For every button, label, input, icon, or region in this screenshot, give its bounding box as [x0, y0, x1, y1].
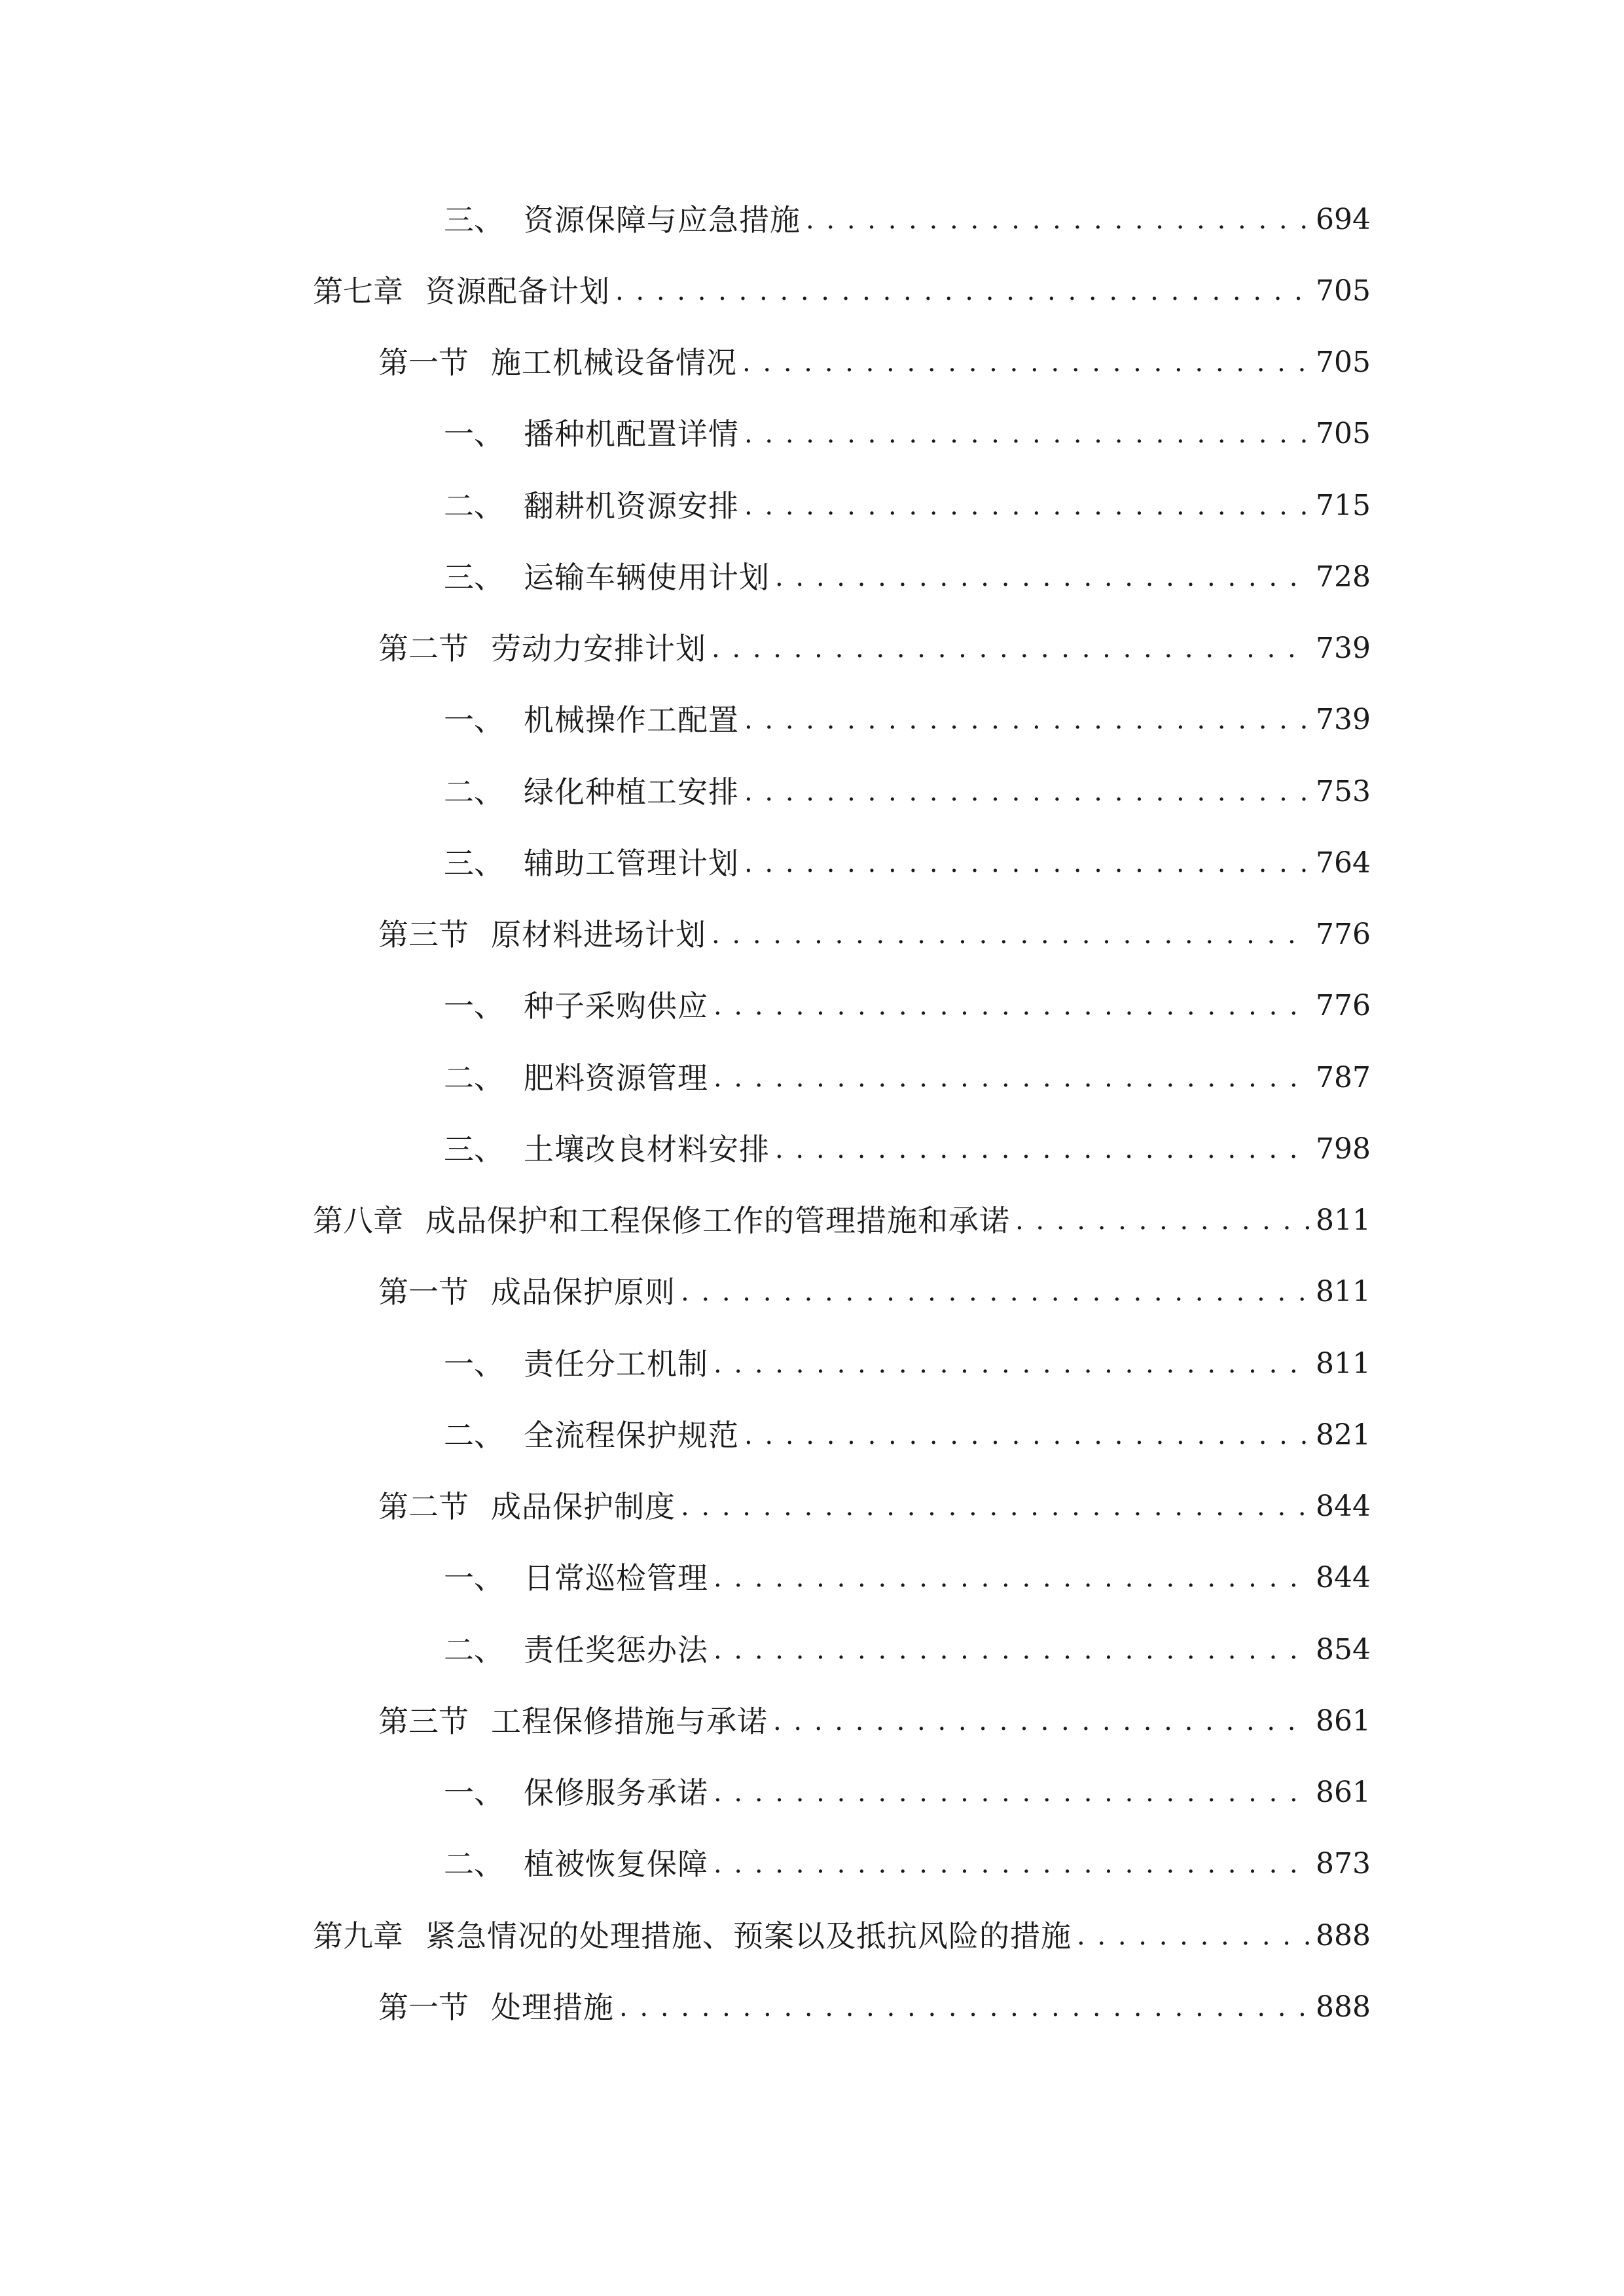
- toc-entry[interactable]: [378, 1266, 1371, 1318]
- toc-entry-number: 第八章: [313, 1203, 403, 1238]
- toc-entry-page: 798: [1316, 1132, 1371, 1166]
- toc-entry-number: 第二节: [378, 1489, 469, 1524]
- dot-leader: [775, 551, 1310, 603]
- toc-entry[interactable]: [378, 622, 1371, 675]
- dot-leader: [744, 694, 1310, 746]
- toc-entry-title: 施工机械设备情况: [491, 345, 737, 380]
- dot-leader: [681, 1266, 1310, 1318]
- toc-entry[interactable]: [444, 1838, 1371, 1890]
- dot-leader: [806, 194, 1310, 246]
- toc-entry-number: 二、: [444, 1846, 504, 1882]
- toc-entry-number: 第七章: [313, 274, 403, 309]
- dot-leader: [744, 766, 1310, 818]
- toc-entry-title: 劳动力安排计划: [491, 631, 706, 666]
- toc-entry-title: 紧急情况的处理措施、预案以及抵抗风险的措施: [425, 1918, 1072, 1954]
- toc-entry-number: 一、: [444, 702, 504, 738]
- toc-entry-page: 776: [1316, 918, 1371, 951]
- toc-entry-number: 第一节: [378, 1274, 469, 1310]
- dot-leader: [712, 622, 1310, 675]
- dot-leader: [713, 1052, 1310, 1104]
- toc-entry-number: 三、: [444, 846, 504, 881]
- toc-entry[interactable]: [444, 1123, 1371, 1175]
- toc-entry-page: 811: [1316, 1204, 1371, 1237]
- toc-entry-page: 787: [1316, 1061, 1371, 1094]
- toc-entry-title: 翻耕机资源安排: [524, 488, 739, 524]
- toc-entry-title: 播种机配置详情: [524, 416, 739, 452]
- dot-leader: [742, 336, 1310, 389]
- dot-leader: [681, 1480, 1310, 1533]
- dot-leader: [1015, 1194, 1310, 1247]
- toc-entry-title: 责任分工机制: [524, 1346, 708, 1382]
- toc-entry-page: 861: [1316, 1704, 1371, 1738]
- toc-entry[interactable]: [444, 1338, 1371, 1390]
- toc-entry-page: 715: [1316, 489, 1371, 522]
- toc-entry-title: 资源配备计划: [425, 274, 610, 309]
- dot-leader: [1077, 1910, 1310, 1962]
- toc-entry[interactable]: [444, 1624, 1371, 1676]
- toc-entry[interactable]: [444, 980, 1371, 1032]
- toc-entry[interactable]: [378, 908, 1371, 961]
- toc-entry-page: 705: [1316, 417, 1371, 450]
- toc-entry-title: 处理措施: [491, 1990, 614, 2025]
- toc-entry-title: 土壤改良材料安排: [524, 1132, 770, 1167]
- toc-entry-number: 第二节: [378, 631, 469, 666]
- toc-entry[interactable]: [444, 1552, 1371, 1604]
- toc-entry-number: 二、: [444, 1632, 504, 1668]
- toc-entry-number: 二、: [444, 1060, 504, 1096]
- toc-entry[interactable]: [444, 1767, 1371, 1819]
- toc-entry[interactable]: [444, 551, 1371, 603]
- toc-entry-title: 工程保修措施与承诺: [491, 1704, 768, 1739]
- toc-entry[interactable]: [444, 480, 1371, 532]
- toc-entry[interactable]: [378, 1695, 1371, 1748]
- toc-entry-number: 一、: [444, 988, 504, 1024]
- dot-leader: [744, 408, 1310, 460]
- toc-entry-page: 705: [1316, 274, 1371, 308]
- toc-entry-title: 机械操作工配置: [524, 702, 739, 738]
- toc-entry-page: 764: [1316, 846, 1371, 880]
- toc-entry[interactable]: [313, 1194, 1371, 1247]
- toc-entry-title: 保修服务承诺: [524, 1775, 708, 1810]
- dot-leader: [712, 908, 1310, 961]
- toc-entry[interactable]: [444, 766, 1371, 818]
- dot-leader: [713, 1838, 1310, 1890]
- toc-entry-title: 成品保护和工程保修工作的管理措施和承诺: [425, 1203, 1010, 1238]
- toc-entry-title: 植被恢复保障: [524, 1846, 708, 1882]
- toc-entry-number: 一、: [444, 416, 504, 452]
- toc-entry-number: 一、: [444, 1346, 504, 1382]
- toc-entry-title: 资源保障与应急措施: [524, 202, 801, 238]
- toc-entry-page: 705: [1316, 346, 1371, 379]
- toc-entry-page: 873: [1316, 1847, 1371, 1880]
- toc-entry-page: 811: [1316, 1347, 1371, 1380]
- toc-entry-number: 第三节: [378, 917, 469, 952]
- dot-leader: [713, 1767, 1310, 1819]
- toc-entry-page: 694: [1316, 203, 1371, 236]
- toc-entry-page: 888: [1316, 1919, 1371, 1952]
- toc-entry[interactable]: [444, 694, 1371, 746]
- dot-leader: [713, 980, 1310, 1032]
- toc-entry[interactable]: [378, 1981, 1371, 2034]
- dot-leader: [744, 480, 1310, 532]
- toc-entry[interactable]: [444, 194, 1371, 246]
- toc-entry[interactable]: [444, 1409, 1371, 1462]
- dot-leader: [744, 1409, 1310, 1462]
- toc-entry-number: 三、: [444, 560, 504, 595]
- dot-leader: [775, 1123, 1310, 1175]
- toc-entry-number: 第三节: [378, 1704, 469, 1739]
- toc-entry-page: 844: [1316, 1561, 1371, 1594]
- toc-entry-title: 成品保护原则: [491, 1274, 676, 1310]
- toc-entry-number: 一、: [444, 1775, 504, 1810]
- toc-entry-page: 854: [1316, 1633, 1371, 1666]
- dot-leader: [713, 1552, 1310, 1604]
- toc-entry-title: 种子采购供应: [524, 988, 708, 1024]
- toc-entry-title: 全流程保护规范: [524, 1418, 739, 1453]
- toc-entry-page: 739: [1316, 632, 1371, 665]
- toc-entry-number: 第九章: [313, 1918, 403, 1954]
- dot-leader: [713, 1624, 1310, 1676]
- toc-entry-page: 844: [1316, 1490, 1371, 1523]
- toc-entry[interactable]: [444, 408, 1371, 460]
- toc-entry[interactable]: [444, 1052, 1371, 1104]
- toc-entry-title: 肥料资源管理: [524, 1060, 708, 1096]
- toc-entry-page: 888: [1316, 1990, 1371, 2024]
- toc-entry-page: 753: [1316, 775, 1371, 808]
- toc-entry-title: 辅助工管理计划: [524, 846, 739, 881]
- toc-entry-page: 776: [1316, 989, 1371, 1022]
- toc-entry-title: 原材料进场计划: [491, 917, 706, 952]
- toc-entry[interactable]: [313, 265, 1371, 317]
- dot-leader: [713, 1338, 1310, 1390]
- toc-entry-number: 二、: [444, 488, 504, 524]
- dot-leader: [744, 837, 1310, 889]
- toc-entry-page: 739: [1316, 703, 1371, 736]
- dot-leader: [615, 265, 1310, 317]
- toc-entry-number: 第一节: [378, 345, 469, 380]
- toc-entry-number: 一、: [444, 1560, 504, 1596]
- dot-leader: [773, 1695, 1310, 1748]
- toc-entry-number: 三、: [444, 202, 504, 238]
- toc-entry-number: 三、: [444, 1132, 504, 1167]
- toc-entry-number: 二、: [444, 774, 504, 810]
- toc-entry[interactable]: [378, 336, 1371, 389]
- toc-entry-page: 821: [1316, 1418, 1371, 1452]
- toc-entry[interactable]: [444, 837, 1371, 889]
- toc-entry-title: 日常巡检管理: [524, 1560, 708, 1596]
- toc-entry-title: 成品保护制度: [491, 1489, 676, 1524]
- toc-entry-title: 运输车辆使用计划: [524, 560, 770, 595]
- toc-entry-number: 二、: [444, 1418, 504, 1453]
- toc-entry[interactable]: [378, 1480, 1371, 1533]
- toc-entry-page: 811: [1316, 1275, 1371, 1308]
- toc-entry-page: 728: [1316, 560, 1371, 594]
- toc-entry[interactable]: [313, 1910, 1371, 1962]
- toc-entry-page: 861: [1316, 1776, 1371, 1809]
- dot-leader: [619, 1981, 1310, 2034]
- toc-entry-title: 责任奖惩办法: [524, 1632, 708, 1668]
- toc-entry-title: 绿化种植工安排: [524, 774, 739, 810]
- toc-entry-number: 第一节: [378, 1990, 469, 2025]
